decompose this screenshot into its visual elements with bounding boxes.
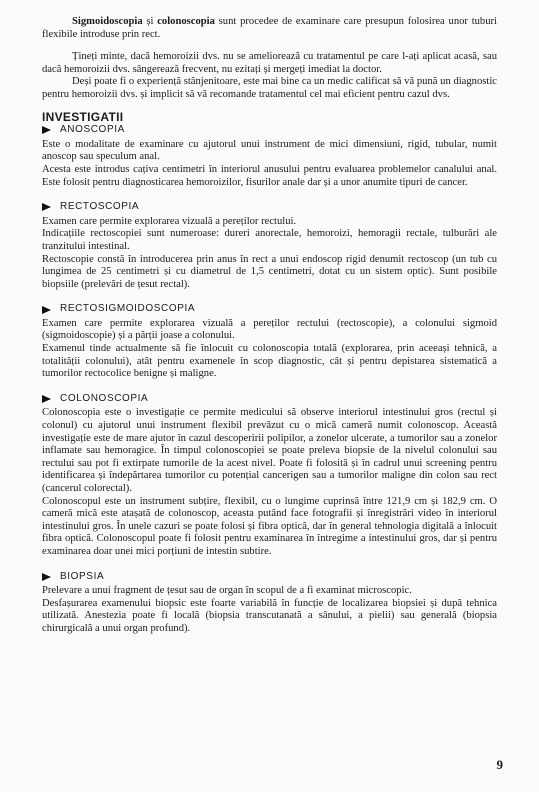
bullet-triangle-icon (42, 306, 51, 314)
section-paragraph: Prelevare a unui fragment de țesut sau de organ în scopul de a fi examinat microscopic. (42, 585, 412, 597)
section-paragraph: Desfașurarea examenului biopsic este foarte variabilă în funcție de localizarea biopsiei și după tehnica utilizată. Anestezia poate fi locală (biopsia transcutanată a sânului, a pielii) sau generală (biopsia chirurgicală a unui organ profund). (42, 597, 497, 634)
intro-paragraph-1-rest: sunt procedee de examinare care presupun folosirea unor tuburi flexibile introduse prin rect. (42, 16, 497, 40)
bullet-triangle-icon (42, 126, 51, 134)
section-biopsia (42, 571, 497, 636)
intro-paragraph-2: Țineți minte, dacă hemoroizii dvs. nu se ameliorează cu tratamentul pe care l-ați aplicat acasă, sau dacă hemoroizii dvs. sângerează frecvent, nu ezitați și mergeți imediat la doctor. (42, 51, 497, 75)
term-sigmoidoscopia: Sigmoidoscopia (72, 16, 143, 27)
section-title-text: COLONOSCOPIA (60, 392, 149, 404)
section-paragraph: Examen care permite explorarea vizuală a pereților rectului. (42, 215, 297, 227)
section-title-text: RECTOSCOPIA (60, 201, 140, 213)
page-number: 9 (496, 757, 503, 773)
section-title-anoscopia (42, 124, 497, 137)
section-title-text: RECTOSIGMOIDOSCOPIA (60, 303, 196, 315)
section-paragraph: Examen care permite explorarea vizuală a pereților rectului (rectoscopie), a colonului sigmoid (sigmoidoscopie) și a părții joase a colonului. (42, 317, 497, 342)
section-rectosigmoidoscopia (42, 303, 497, 381)
section-title-rectosigmoidoscopia (42, 303, 497, 316)
section-anoscopia (42, 124, 497, 189)
section-paragraph: Colonoscopia este o investigație ce permite medicului să observe interiorul intestinului gros (rectul și colonul) cu ajutorul unui instrument flexibil prevăzut cu o mică cameră numit colonoscop. Această investigație este de mare ajutor în cazul descoperirii polipilor, a zonelor ulcerate, a tumorilor sau a zonelor inflamate sau hemoragice. În timpul colonoscopiei se poate preleva biopsie de la nivelul colonului sau rectului sau pot fi extirpate tumorile de la acest nivel. Poate fi folosită și în cadrul unui screening pentru identificarea și îndepărtarea tumorilor cu potențial cancerigen sau a tumorilor maligne din colon sau rect (cancerul colorectal). (42, 407, 497, 494)
section-paragraph: Rectoscopie constă în introducerea prin anus în rect a unui endoscop rigid denumit rectoscop (un tub cu lungimea de 25 centimetri și cu diametrul de 1,5 centimetri, dotat cu un sistem optic). Sunt posibile biopsiile (prelevări de țesut rectal). (42, 253, 497, 290)
intro-connector: și (142, 16, 158, 27)
section-paragraph: Colonoscopul este un instrument subțire, flexibil, cu o lungime cuprinsă între 121,9 cm și 182,9 cm. O cameră mică este atașată de colonoscop, aceasta putând face fotografii și înregistrări video în interiorul intestinului gros. În unele cazuri se poate folosi și fibra optică, dar în general tehnologia digitală a înlocuit fibra optică. Colonoscopul poate fi folosit pentru examinarea în întregime a intestinului gros, dar și pentru examinarea doar unei mici porțiuni de intestin subtire. (42, 495, 497, 557)
section-title-rectoscopia (42, 201, 497, 214)
investigatii-heading: INVESTIGATII (42, 109, 124, 124)
section-paragraph: Este o modalitate de examinare cu ajutorul unui instrument de mici dimensiuni, rigid, tubular, numit anoscop sau speculum anal. (42, 138, 497, 163)
section-colonoscopia (42, 393, 497, 559)
section-title-colonoscopia (42, 393, 497, 406)
section-title-text: BIOPSIA (60, 570, 105, 582)
section-paragraph: Examenul tinde actualmente să fie înlocuit cu colonoscopia totală (explorarea, prin aceeași tehnică, a totalității colonului), atât pentru examenele în scop diagnostic, cât și pentru depistarea sistematică a tumorilor rectocolice benigne și maligne. (42, 343, 497, 380)
section-paragraph: Indicațiile rectoscopiei sunt numeroase: dureri anorectale, hemoroizi, hemoragii rectale, tulburări ale tranzitului intestinal. (42, 228, 497, 252)
bullet-triangle-icon (42, 203, 51, 211)
section-title-text: ANOSCOPIA (60, 124, 125, 136)
intro-paragraph-1 (42, 16, 497, 41)
bullet-triangle-icon (42, 573, 51, 581)
section-title-biopsia (42, 571, 497, 584)
section-rectoscopia (42, 201, 497, 291)
section-paragraph: Acesta este introdus cațiva centimetri în interiorul anusului pentru evaluarea problemelor canalului anal. Este folosit pentru diagnosticarea hemoroizilor, fisurilor anale dar și a unor anumite tipuri de cancer. (42, 163, 497, 188)
term-colonoscopia: colonoscopia (157, 16, 215, 27)
bullet-triangle-icon (42, 395, 51, 403)
intro-paragraph-3: Deși poate fi o experiență stânjenitoare, este mai bine ca un medic calificat să vă pună un diagnostic pentru hemoroizii dvs. și implicit să vă recomande tratamentul cel mai eficient pentru cazul dvs. (42, 76, 497, 100)
